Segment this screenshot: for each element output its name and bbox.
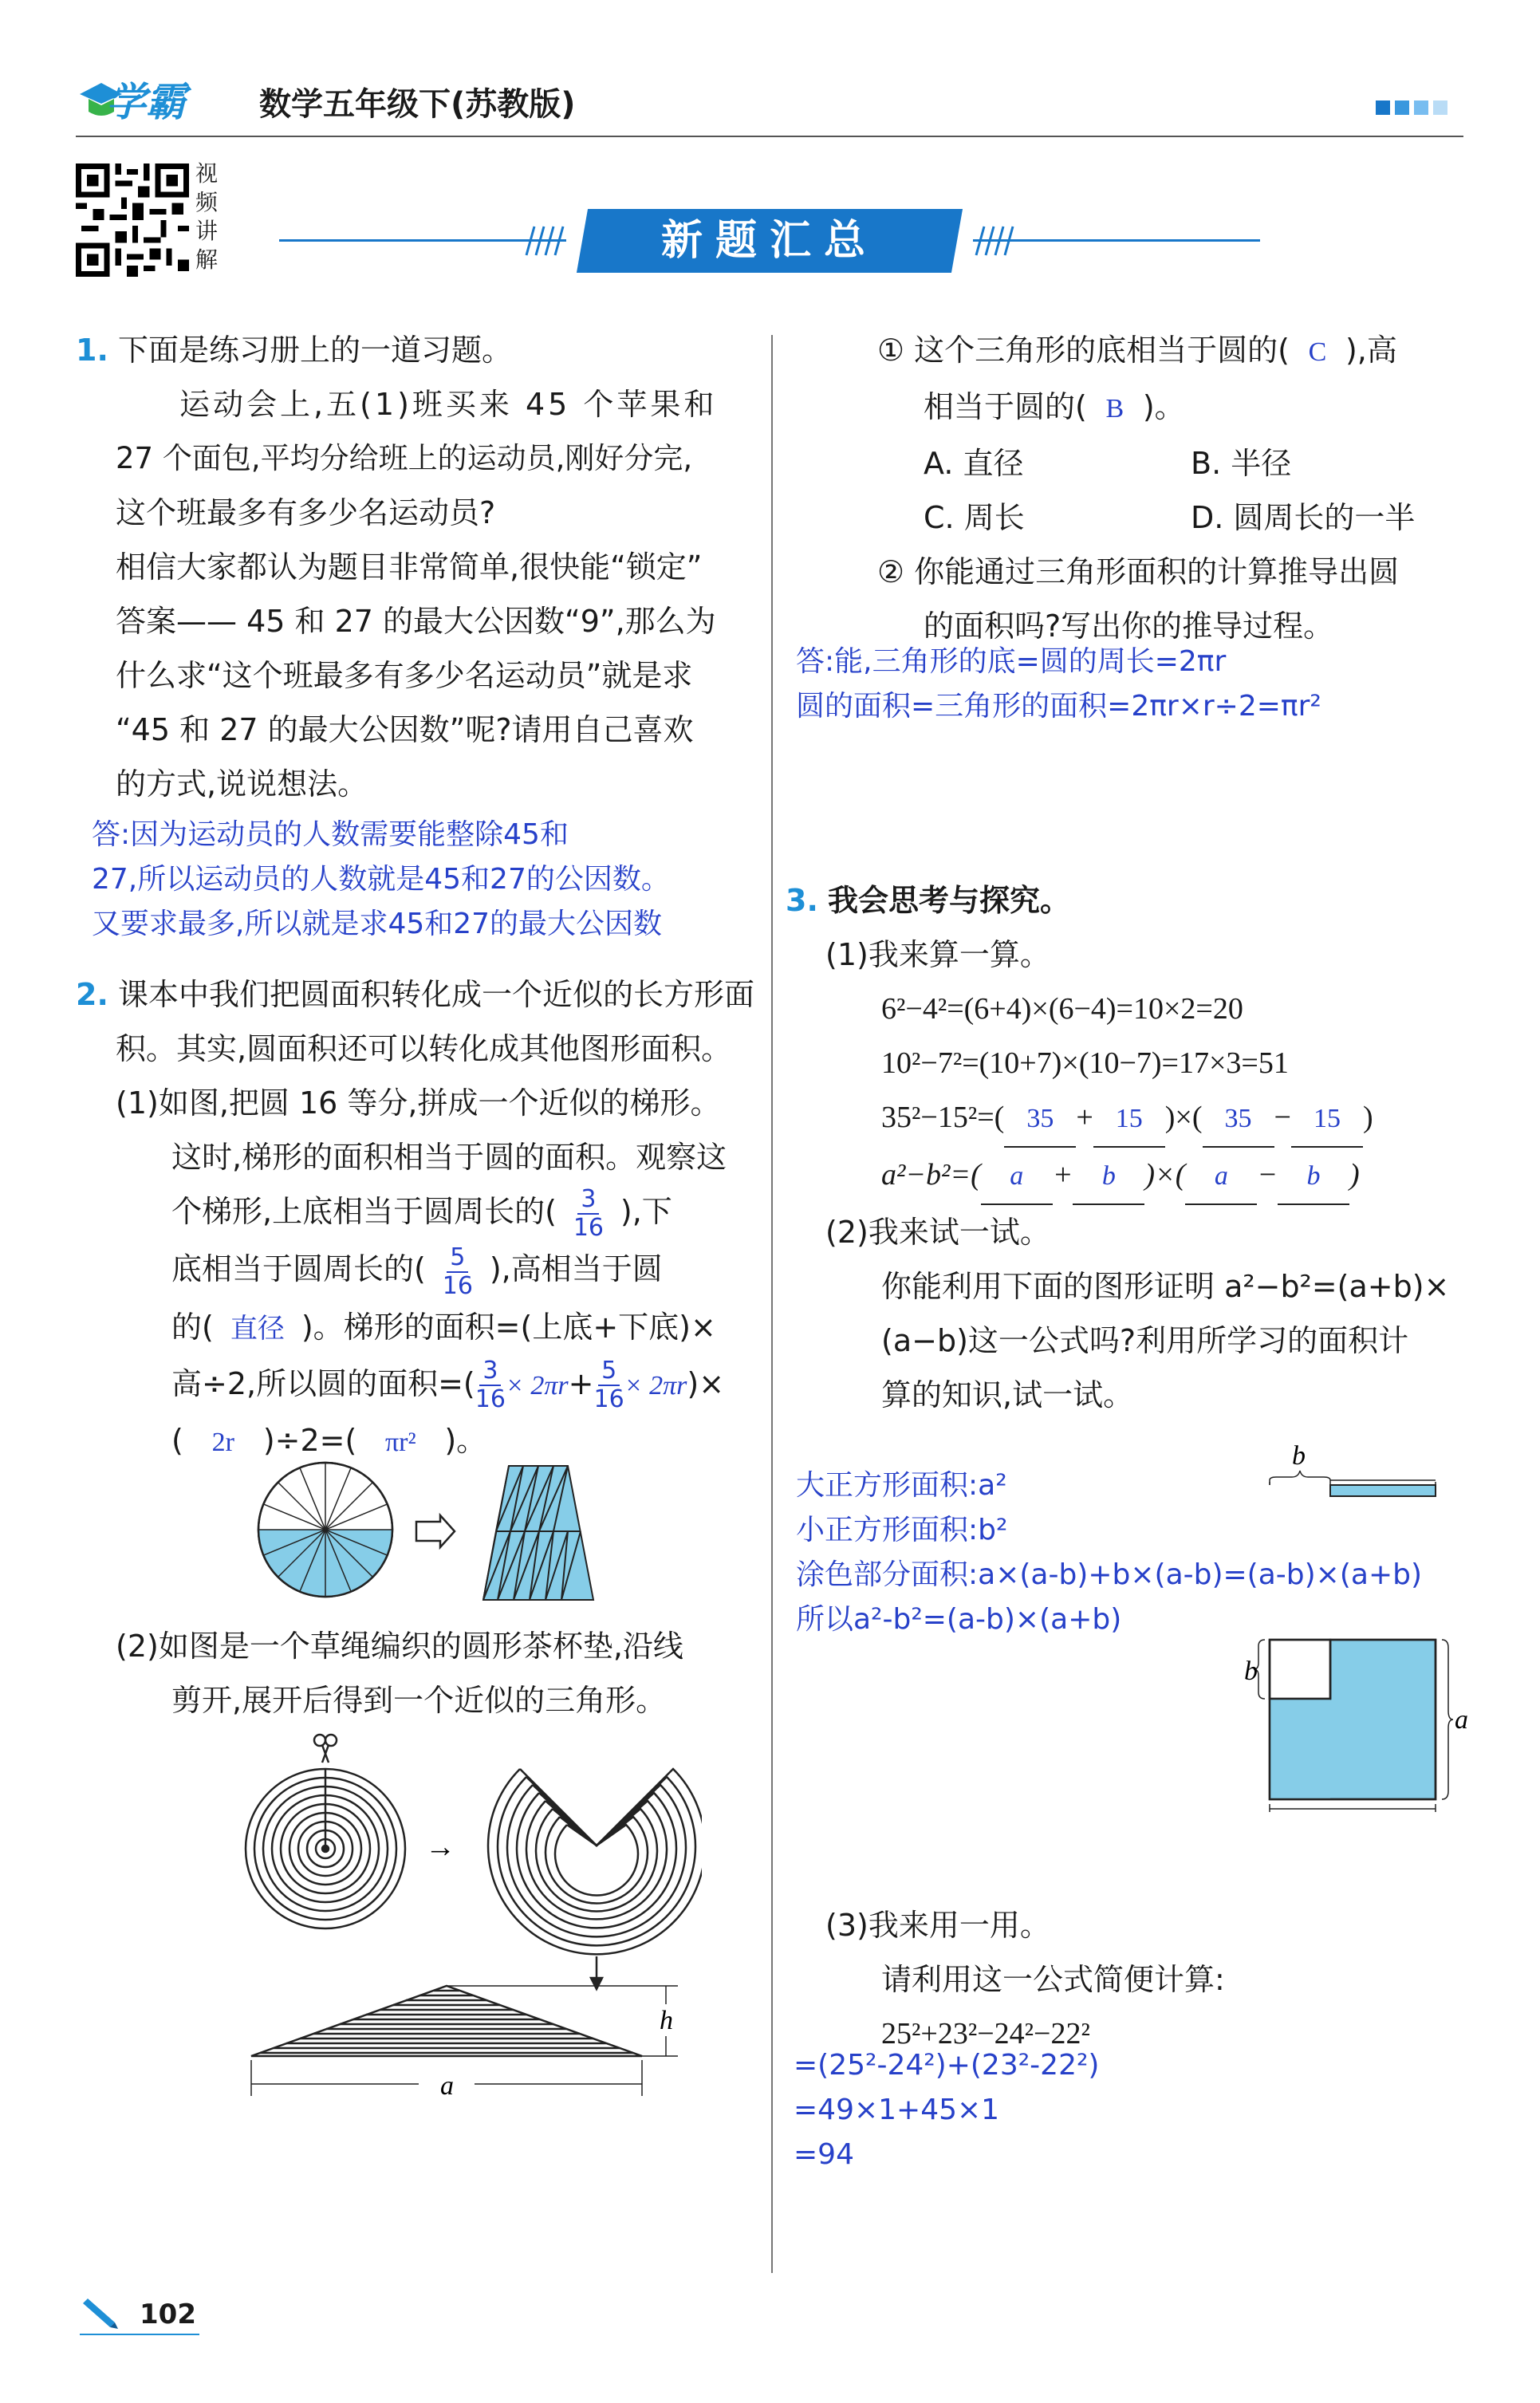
svg-text:→: → xyxy=(425,1830,455,1864)
question-2-sub-2-answer: 答:能,三角形的底=圆的周长=2πr 圆的面积=三角形的面积=2πr×r÷2=πr² xyxy=(796,645,1321,723)
q1-answer: 答:因为运动员的人数需要能整除45和 27,所以运动员的人数就是45和27的公因数。 又要求最多,所以就是求45和27的最大公因数 xyxy=(92,818,670,940)
question-2-part-2: (2)如图是一个草绳编织的圆形茶杯垫,沿线 剪开,展开后得到一个近似的三角形。 xyxy=(116,1629,683,1718)
svg-text:a: a xyxy=(440,2071,454,2101)
svg-text:h: h xyxy=(660,2006,673,2035)
footer xyxy=(80,2297,319,2337)
question-3: 3. 我会思考与探究。 (1)我来算一算。 6²−4²=(6+4)×(6−4)=10×2=20 10²−7²=(10+7)×(10−7)=17×3=51 35²−15²=( 35 + 15 )×( 35 − 15 ) a²−b²=( a + b )×( a − b ) (2)我来试一试。 你能利用下面的图形证明 a²−b²=(a+b)× (a−b)这一公式吗?利用所学习的面积计 算的知识,试一试。 xyxy=(786,883,1450,1412)
square-difference-figure xyxy=(1244,1436,1483,1818)
question-1: 1. 下面是练习册上的一道习题。 运动会上,五(1)班买来 45 个苹果和 27 个面包,平均分给班上的运动员,刚好分完, 这个班最多有多少名运动员? 相信大家都认为题目非常简单,很快能“锁定” 答案—— 45 和 27 的最大公因数“9”,那么为 什么求“这个班最多有多少名运动员”就是求 “45 和 27 的最大公因数”呢?请用自己喜欢 的方式,说说想法。 答:因为运动员的人数需要能整除45和 27,所以运动员的人数就是45和27的公因数。 又要求最多,所以就是求45和27的最大公因数 xyxy=(76,323,762,947)
question-number: 1. xyxy=(76,333,108,368)
header xyxy=(76,73,1463,137)
book-title: 数学五年级下(苏教版) xyxy=(259,86,576,123)
header-rule xyxy=(76,136,1463,137)
qr-caption: 视 频 讲 解 xyxy=(195,160,219,273)
header-decor xyxy=(1376,100,1447,118)
svg-text:b: b xyxy=(1244,1656,1258,1686)
q3-part3-answer: =(25²-24²)+(23²-22²) =49×1+45×1 =94 xyxy=(794,2049,1100,2171)
question-2: 2. 课本中我们把圆面积转化成一个近似的长方形面 积。其实,圆面积还可以转化成其他图形面积。 (1)如图,把圆 16 等分,拼成一个近似的梯形。 这时,梯形的面积相当于圆的面积。观察这 个梯形,上底相当于圆周长的( $\frac{3}{16}$ ),下 底相当于圆周长的( $\frac{5}{16}$ ),高相当于圆 的( 直径 )。梯形的面积=(上底+下底)× 高÷2,所以圆的面积=( $\frac{3}{16}$ × 2πr+ $\frac{5}{16}$ × 2πr)× ( 2r )÷2=( πr² )。 xyxy=(76,977,754,1458)
brand-name: 学霸 xyxy=(106,79,186,125)
section-banner xyxy=(279,209,1260,273)
pencil-icon xyxy=(80,2297,120,2329)
circle-to-trapezoid-figure xyxy=(255,1460,622,1603)
coaster-to-triangle-figure xyxy=(239,1729,702,2112)
q3-part2-answer: 大正方形面积:a² 小正方形面积:b² 涂色部分面积:a×(a-b)+b×(a-b)=(a-b)×(a+b) 所以a²-b²=(a-b)×(a+b) xyxy=(796,1469,1423,1636)
qr-code[interactable] xyxy=(76,163,189,277)
column-divider xyxy=(771,335,773,2273)
banner-title: 新题汇总 xyxy=(660,217,878,265)
scissors-icon xyxy=(314,1735,337,1763)
svg-text:b: b xyxy=(1292,1441,1306,1471)
page-number: 102 xyxy=(140,2299,196,2330)
question-3-part-3: (3)我来用一用。 请利用这一公式简便计算: 25²+23²−24²−22² xyxy=(825,1908,1225,2050)
question-2-sub-1: ① 这个三角形的底相当于圆的( C ),高 相当于圆的( B )。 A. 直径 B. 半径 C. 周长 D. 圆周长的一半 ② 你能通过三角形面积的计算推导出圆 的面积吗?写出你的推导过程。 xyxy=(877,333,1416,644)
brand-logo xyxy=(76,73,215,134)
svg-text:a: a xyxy=(1455,1705,1468,1735)
